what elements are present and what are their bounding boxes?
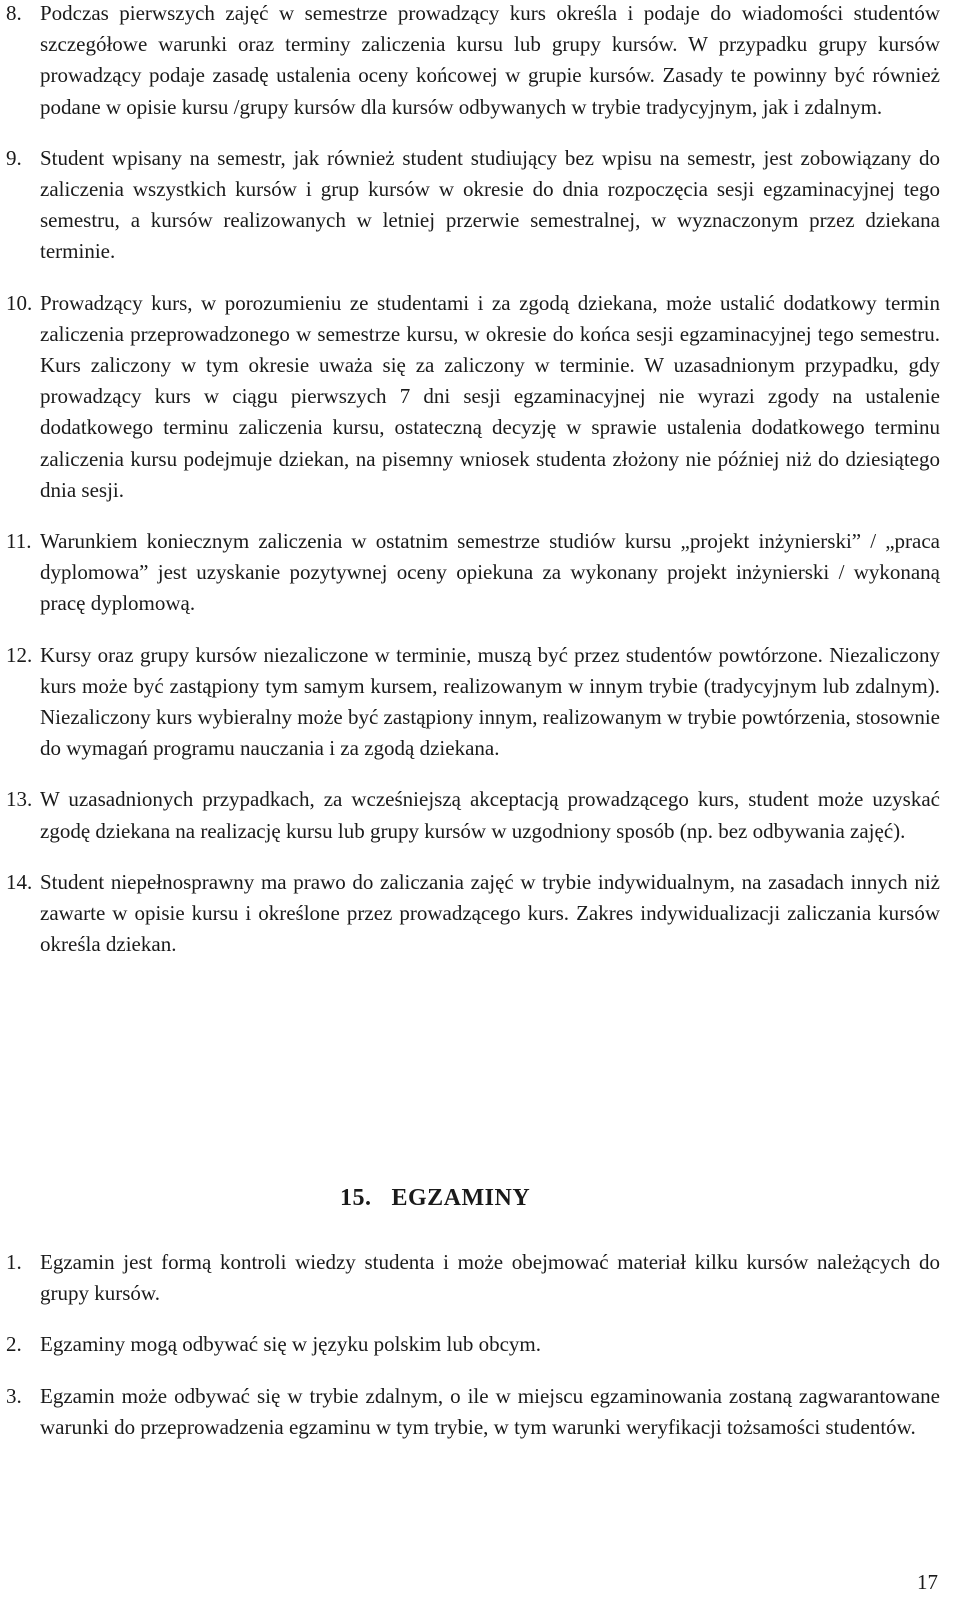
list-item xyxy=(0,784,960,846)
list-item xyxy=(0,1247,960,1309)
section-number: 15. xyxy=(340,1185,372,1211)
list-item xyxy=(0,1381,960,1443)
item-number: 1. xyxy=(6,1250,22,1274)
section-heading xyxy=(340,1183,530,1213)
item-text: Student wpisany na semestr, jak również student studiujący bez wpisu na semestr, jest zobowiązany do zaliczenia wszystkich kursów i grup kursów w okresie do dnia rozpoczęcia sesji egzaminacyjnej tego semestru, a kursów realizowanych w letniej przerwie semestralnej, w wyznaczonym przez dziekana terminie. xyxy=(40,145,940,264)
item-text: Warunkiem koniecznym zaliczenia w ostatnim semestrze studiów kursu „projekt inżynierski” / „praca dyplomowa” jest uzyskanie pozytywnej oceny opiekuna za wykonany projekt inżynierski / wykonaną pracę dyplomową. xyxy=(40,529,940,616)
item-number: 9. xyxy=(6,145,22,170)
item-text: W uzasadnionych przypadkach, za wcześniejszą akceptacją prowadzącego kurs, student może uzyskać zgodę dziekana na realizację kursu lub grupy kursów w uzgodniony sposób (np. bez odbywania zajęć). xyxy=(40,787,940,843)
item-number: 2. xyxy=(6,1332,22,1357)
item-text: Student niepełnosprawny ma prawo do zaliczania zajęć w trybie indywidualnym, na zasadach innych niż zawarte w opisie kursu i określone przez prowadzącego kurs. Zakres indywidualizacji zaliczania kursów określa dziekan. xyxy=(40,869,940,957)
item-text: Egzaminy mogą odbywać się w języku polskim lub obcym. xyxy=(40,1332,541,1357)
item-number: 10. xyxy=(6,290,33,315)
item-number: 3. xyxy=(6,1383,22,1408)
item-text: Prowadzący kurs, w porozumieniu ze studentami i za zgodą dziekana, może ustalić dodatkowy termin zaliczenia przeprowadzonego w semestrze kursu, w okresie do końca sesji egzaminacyjnej tego semestru. Kurs zaliczony w tym okresie uważa się za zaliczony w terminie. W uzasadnionym przypadku, gdy prowadzący kurs w ciągu pierwszych 7 dni sesji egzaminacyjnej nie wyrazi zgody na ustalenie dodatkowego terminu zaliczenia kursu, ostateczną decyzję w sprawie ustalenia dodatkowego terminu zaliczenia kursu podejmuje dziekan, na pisemny wniosek studenta złożony nie później niż do dziesiątego dnia sesji. xyxy=(40,290,940,502)
item-text: Kursy oraz grupy kursów niezaliczone w terminie, muszą być przez studentów powtórzone. Niezaliczony kurs może być zastąpiony tym samym kursem, realizowanym w innym trybie (tradycyjnym lub zdalnym). Niezaliczony kurs wybieralny może być zastąpiony innym, realizowanym w trybie powtórzenia, stosownie do wymagań programu nauczania i za zgodą dziekana. xyxy=(40,642,940,761)
item-number: 11. xyxy=(6,529,32,554)
list-item xyxy=(0,288,960,506)
page-number: 17 xyxy=(917,1570,938,1594)
item-number: 12. xyxy=(6,642,33,667)
item-text: Egzamin jest formą kontroli wiedzy studenta i może obejmować materiał kilku kursów należących do grupy kursów. xyxy=(40,1250,940,1306)
item-number: 14. xyxy=(6,869,33,894)
list-item xyxy=(0,0,960,123)
section-title: EGZAMINY xyxy=(391,1185,531,1211)
list-item xyxy=(0,1329,960,1360)
list-item xyxy=(0,640,960,765)
item-number: 8. xyxy=(6,1,22,25)
item-number: 13. xyxy=(6,787,33,812)
list-item xyxy=(0,526,960,620)
list-item xyxy=(0,867,960,961)
item-text: Egzamin może odbywać się w trybie zdalnym, o ile w miejscu egzaminowania zostaną zagwarantowane warunki do przeprowadzenia egzaminu w tym trybie, w tym warunki weryfikacji tożsamości studentów. xyxy=(40,1383,940,1439)
list-item xyxy=(0,143,960,268)
item-text: Podczas pierwszych zajęć w semestrze prowadzący kurs określa i podaje do wiadomości studentów szczegółowe warunki oraz terminy zaliczenia kursu lub grupy kursów. W przypadku grupy kursów prowadzący podaje zasadę ustalenia oceny końcowej w grupie kursów. Zasady te powinny być również podane w opisie kursu /grupy kursów dla kursów odbywanych w trybie tradycyjnym, jak i zdalnym. xyxy=(40,1,940,119)
regulation-list-exams xyxy=(0,1247,960,1463)
